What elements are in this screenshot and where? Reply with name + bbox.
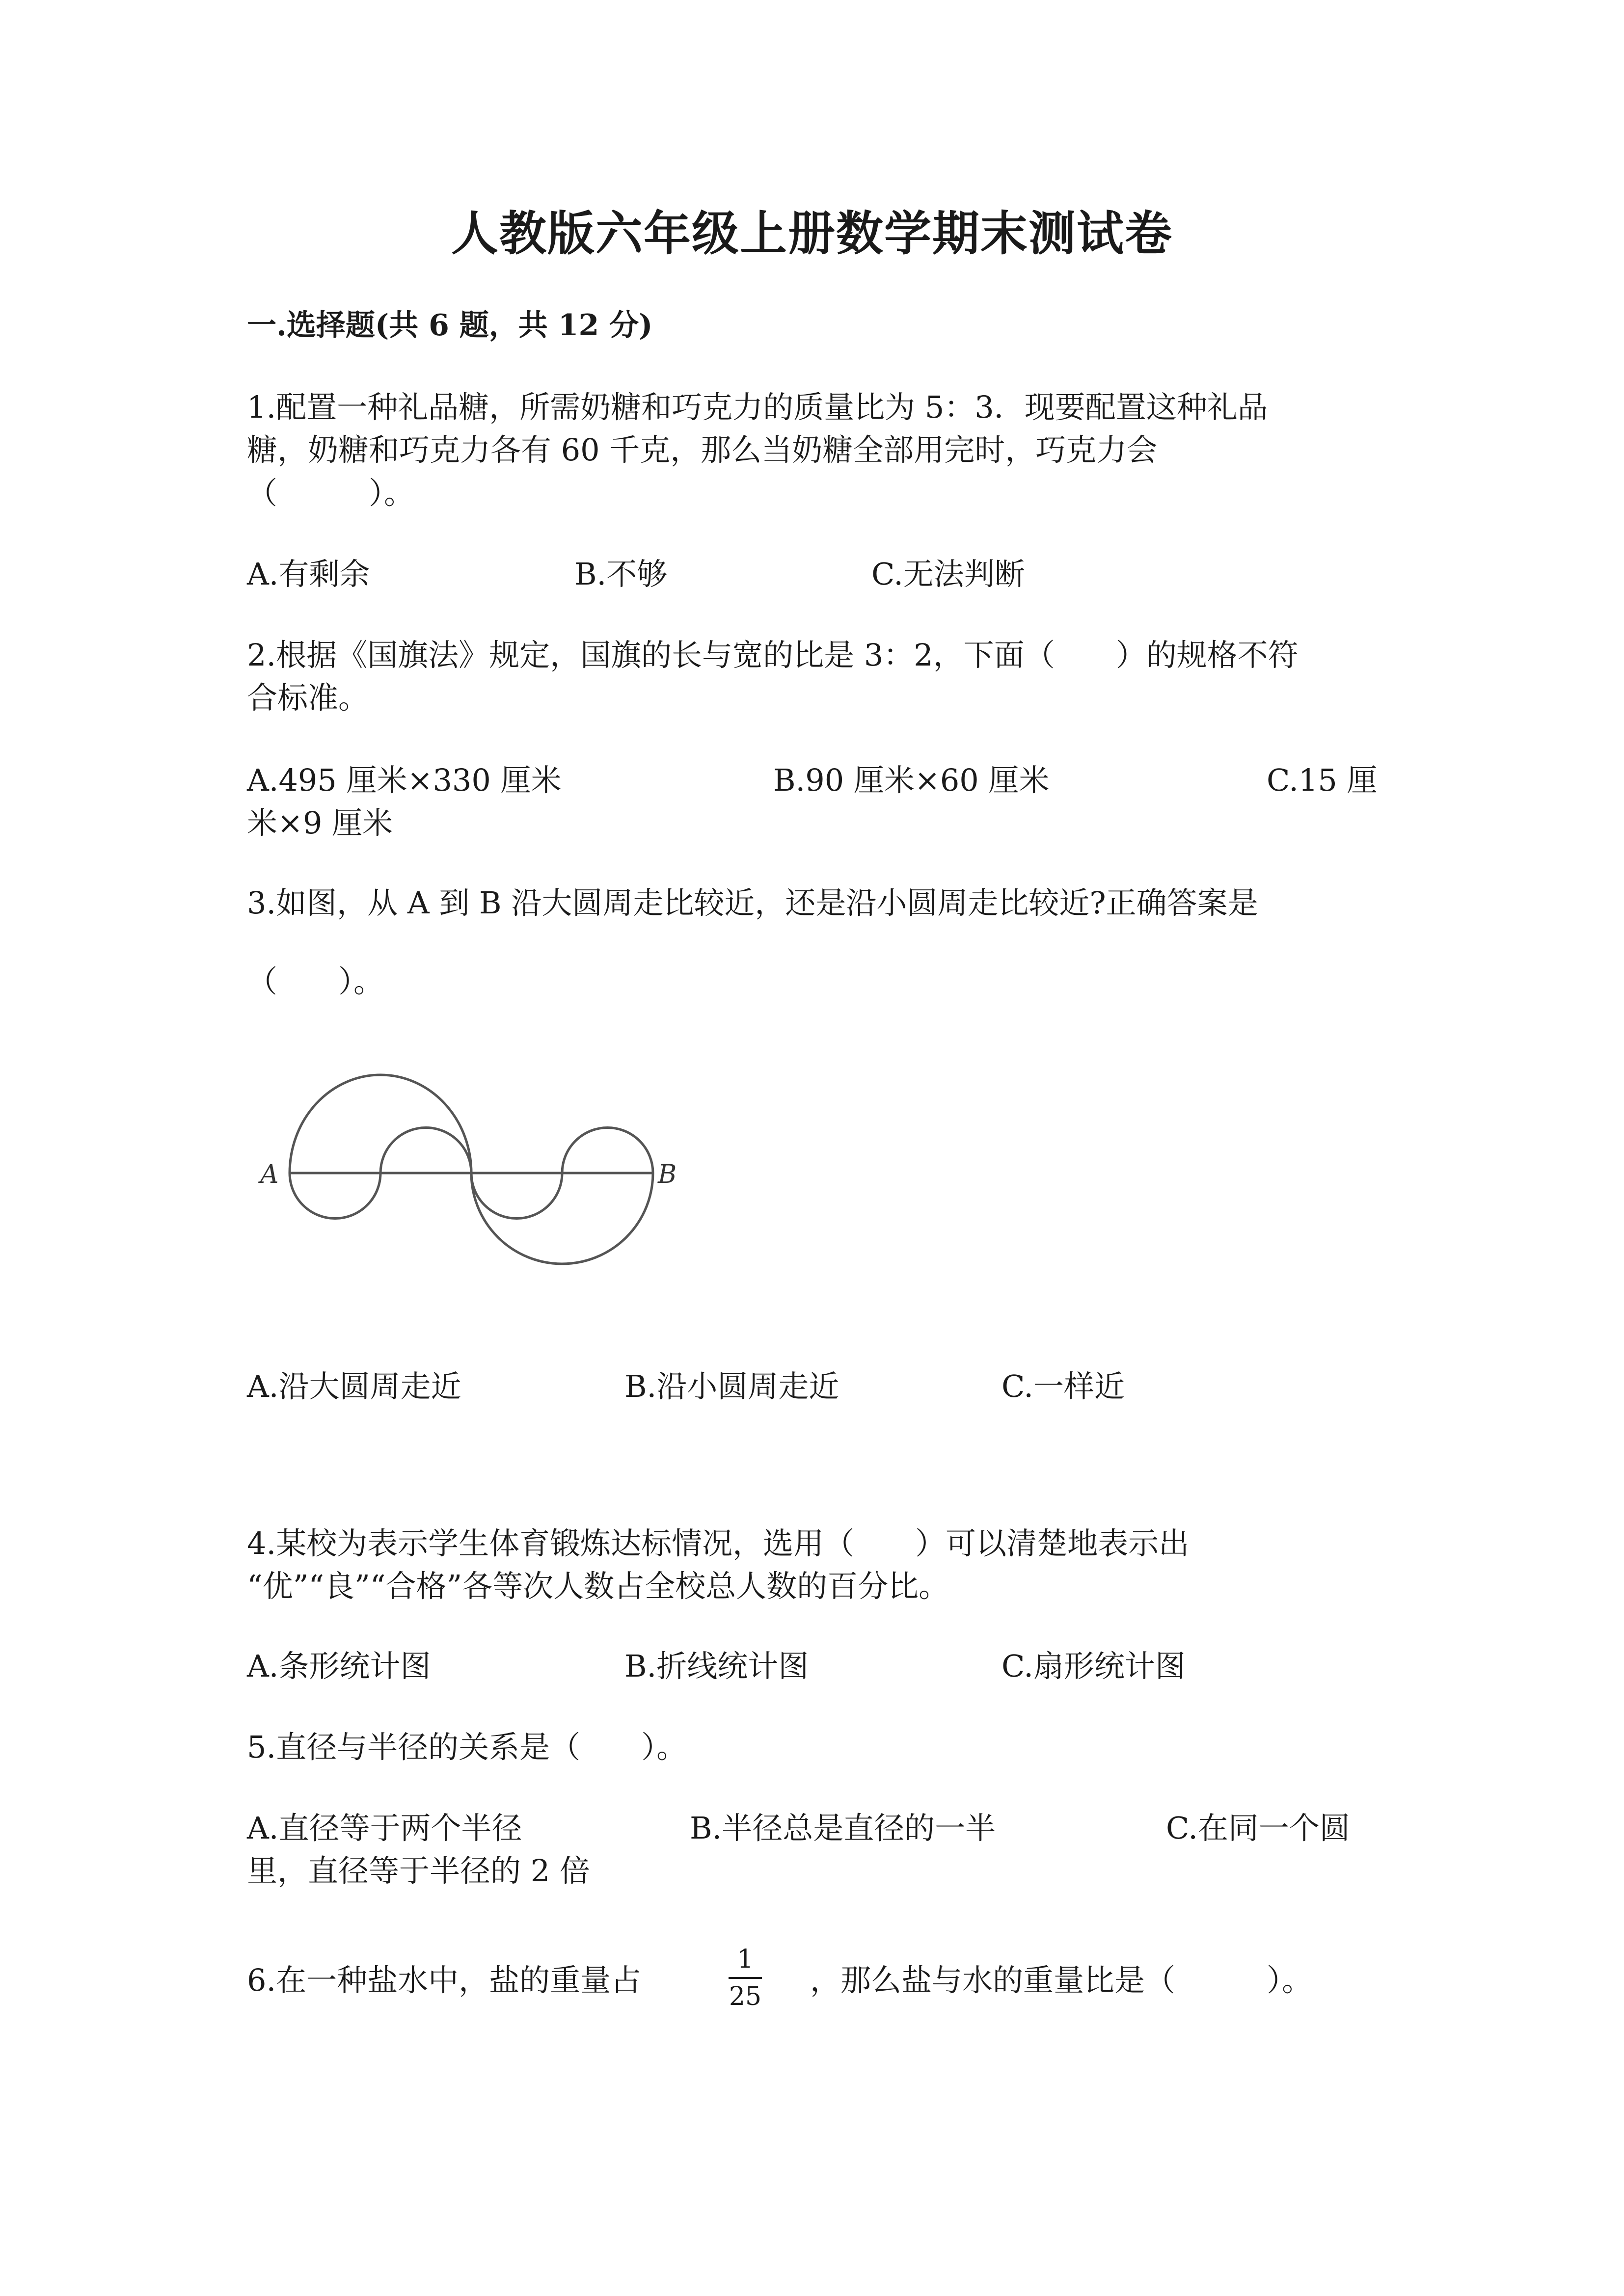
question-3-option-b: B.沿小圆周走近 <box>624 1368 839 1404</box>
question-2-option-b: B.90 厘米×60 厘米 <box>773 762 1050 798</box>
small-arc-1 <box>290 1173 380 1219</box>
large-lower-arc <box>471 1173 653 1264</box>
question-2-option-c-wrap: 米×9 厘米 <box>247 805 393 841</box>
section-heading: 一.选择题(共 6 题，共 12 分) <box>247 308 653 343</box>
question-5-option-a: A.直径等于两个半径 <box>247 1810 522 1846</box>
small-arc-3 <box>471 1173 562 1219</box>
question-5-option-b: B.半径总是直径的一半 <box>690 1810 996 1846</box>
question-5-option-c-wrap: 里，直径等于半径的 2 倍 <box>247 1853 590 1889</box>
question-3-line-2: （ ）。 <box>247 963 384 999</box>
fraction-denominator: 25 <box>729 1982 762 2011</box>
question-3-option-a: A.沿大圆周走近 <box>247 1368 461 1404</box>
point-a-label: A <box>260 1160 279 1189</box>
small-arc-4 <box>562 1128 653 1174</box>
question-4-option-c: C.扇形统计图 <box>1001 1648 1186 1684</box>
large-upper-arc <box>290 1075 471 1173</box>
question-2-option-a: A.495 厘米×330 厘米 <box>247 762 562 798</box>
fraction-one-twenty-fifth <box>726 1944 765 2012</box>
question-5-option-c: C.在同一个圆 <box>1166 1810 1350 1846</box>
point-b-label: B <box>658 1160 677 1189</box>
question-3-option-c: C.一样近 <box>1001 1368 1125 1404</box>
page-title: 人教版六年级上册数学期末测试卷 <box>451 206 1173 261</box>
question-6-prefix: 6.在一种盐水中，盐的重量占 <box>247 1962 642 1998</box>
question-4-line-1: 4.某校为表示学生体育锻炼达标情况，选用（ ）可以清楚地表示出 <box>247 1525 1190 1561</box>
question-2-line-1: 2.根据《国旗法》规定，国旗的长与宽的比是 3：2，下面（ ）的规格不符 <box>247 637 1299 673</box>
question-4-line-2: “优”“良”“合格”各等次人数占全校总人数的百分比。 <box>247 1568 949 1604</box>
question-1-option-a: A.有剩余 <box>247 556 370 592</box>
fraction-bar <box>729 1977 762 1979</box>
small-arc-2 <box>380 1128 471 1174</box>
question-1-line-3: （ ）。 <box>247 475 415 511</box>
question-2-option-c: C.15 厘 <box>1267 762 1378 798</box>
question-5-line-1: 5.直径与半径的关系是（ ）。 <box>247 1729 687 1765</box>
question-4-option-b: B.折线统计图 <box>624 1648 809 1684</box>
fraction-numerator: 1 <box>737 1945 754 1974</box>
question-1-line-2: 糖，奶糖和巧克力各有 60 千克，那么当奶糖全部用完时，巧克力会 <box>247 432 1158 468</box>
question-2-line-2: 合标准。 <box>247 680 369 716</box>
question-4-option-a: A.条形统计图 <box>247 1648 431 1684</box>
question-6-suffix: ，那么盐与水的重量比是（ ）。 <box>810 1962 1313 1998</box>
question-1-option-c: C.无法判断 <box>871 556 1025 592</box>
question-3-line-1: 3.如图，从 A 到 B 沿大圆周走比较近，还是沿小圆周走比较近?正确答案是 <box>247 885 1258 921</box>
circle-path-figure <box>255 1065 687 1281</box>
question-1-option-b: B.不够 <box>574 556 668 592</box>
question-1-line-1: 1.配置一种礼品糖，所需奶糖和巧克力的质量比为 5：3．现要配置这种礼品 <box>247 389 1268 425</box>
